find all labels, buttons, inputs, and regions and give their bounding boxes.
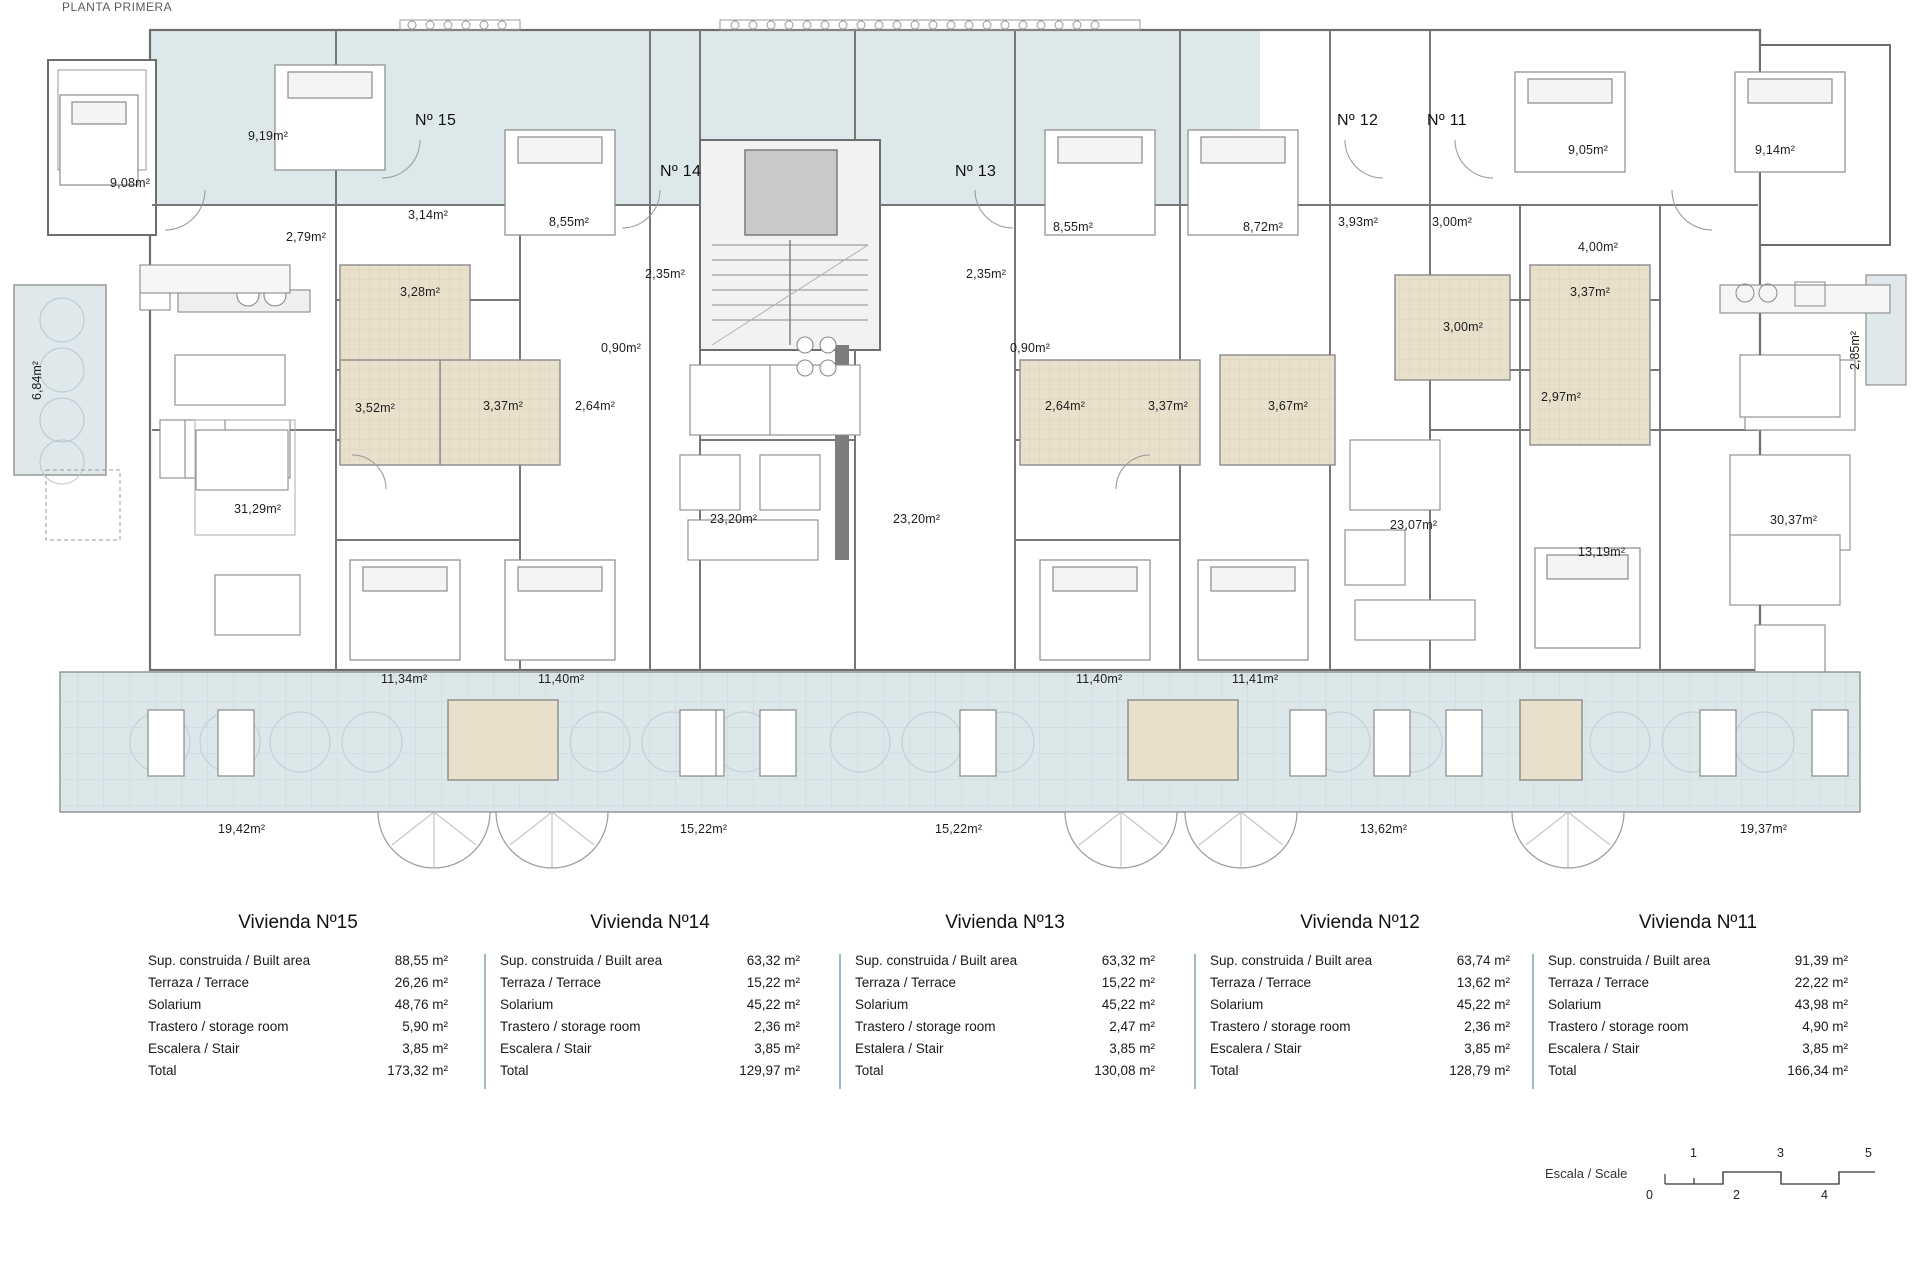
scale-tick-bottom: 2 — [1733, 1188, 1740, 1202]
legend-key: Sup. construida / Built area — [500, 953, 663, 968]
room-area-label: 11,40m² — [1076, 672, 1123, 686]
legend-row — [855, 1038, 1155, 1060]
room-area-label: 3,37m² — [1570, 285, 1611, 299]
legend-value: 5,90 m² — [402, 1019, 448, 1034]
room-area-label: 13,19m² — [1578, 545, 1626, 559]
legend-divider — [1532, 954, 1534, 1089]
legend-key: Solarium — [500, 997, 554, 1012]
room-area-label: 0,90m² — [601, 341, 642, 355]
legend-row — [500, 994, 800, 1016]
unit-schedule-legend — [0, 900, 1920, 1150]
legend-value: 129,97 m² — [739, 1063, 800, 1078]
room-area-label: 9,08m² — [110, 176, 151, 190]
legend-key: Trastero / storage room — [1210, 1019, 1351, 1034]
unit-tag: Nº 11 — [1427, 112, 1467, 129]
legend-key: Total — [500, 1063, 529, 1078]
room-area-label: 30,37m² — [1770, 513, 1818, 527]
terrace-area-label: 15,22m² — [680, 822, 728, 836]
room-area-label: 8,55m² — [549, 215, 590, 229]
legend-value: 2,36 m² — [754, 1019, 800, 1034]
legend-key: Solarium — [855, 997, 909, 1012]
legend-row — [148, 1038, 448, 1060]
room-area-label: 3,00m² — [1432, 215, 1473, 229]
unit-tag: Nº 14 — [660, 163, 702, 180]
scale-tick-bottom: 0 — [1646, 1188, 1653, 1202]
legend-row — [1548, 972, 1848, 994]
legend-row — [1548, 950, 1848, 972]
legend-value: 22,22 m² — [1794, 975, 1848, 990]
unit-tag: Nº 13 — [955, 163, 997, 180]
legend-row — [1210, 950, 1510, 972]
room-area-label: 11,34m² — [381, 672, 428, 686]
terrace-area-label: 19,37m² — [1740, 822, 1788, 836]
room-area-label-vertical: 2,85m² — [1848, 331, 1862, 370]
scale-label: Escala / Scale — [1545, 1166, 1628, 1181]
legend-row — [500, 972, 800, 994]
legend-value: 3,85 m² — [1464, 1041, 1510, 1056]
scale-tick-bottom: 4 — [1821, 1188, 1828, 1202]
legend-value: 2,47 m² — [1109, 1019, 1155, 1034]
legend-key: Sup. construida / Built area — [1548, 953, 1711, 968]
legend-key: Trastero / storage room — [1548, 1019, 1689, 1034]
legend-row — [1210, 1016, 1510, 1038]
legend-value: 63,74 m² — [1456, 953, 1510, 968]
legend-value: 43,98 m² — [1794, 997, 1848, 1012]
legend-title: Vivienda Nº13 — [945, 912, 1065, 933]
room-area-label: 9,19m² — [248, 129, 289, 143]
legend-key: Solarium — [1210, 997, 1264, 1012]
legend-value: 3,85 m² — [402, 1041, 448, 1056]
legend-title: Vivienda Nº12 — [1300, 912, 1420, 933]
room-area-label: 3,67m² — [1268, 399, 1309, 413]
room-area-label: 3,14m² — [408, 208, 449, 222]
legend-row — [148, 972, 448, 994]
legend-value: 3,85 m² — [1109, 1041, 1155, 1056]
legend-title: Vivienda Nº15 — [238, 912, 358, 933]
legend-row-total — [1210, 1060, 1510, 1082]
room-area-label: 2,64m² — [1045, 399, 1086, 413]
legend-row — [1210, 972, 1510, 994]
legend-key: Trastero / storage room — [148, 1019, 289, 1034]
room-area-label: 0,90m² — [1010, 341, 1051, 355]
legend-key: Sup. construida / Built area — [855, 953, 1018, 968]
legend-key: Terraza / Terrace — [500, 975, 602, 990]
legend-value: 45,22 m² — [1456, 997, 1510, 1012]
legend-key: Trastero / storage room — [500, 1019, 641, 1034]
legend-title: Vivienda Nº14 — [590, 912, 710, 933]
room-area-label: 3,93m² — [1338, 215, 1379, 229]
room-area-label: 31,29m² — [234, 502, 282, 516]
plan-top-note: PLANTA PRIMERA — [62, 0, 173, 14]
legend-column-vivienda-13 — [855, 912, 1155, 1082]
legend-row-total — [1548, 1060, 1848, 1082]
legend-key: Estalera / Stair — [855, 1041, 944, 1056]
legend-row — [1210, 994, 1510, 1016]
legend-title: Vivienda Nº11 — [1638, 912, 1758, 933]
legend-value: 63,32 m² — [1101, 953, 1155, 968]
legend-row — [148, 1016, 448, 1038]
terrace-area-label: 15,22m² — [935, 822, 983, 836]
legend-key: Escalera / Stair — [148, 1041, 240, 1056]
room-area-label: 3,37m² — [483, 399, 524, 413]
legend-key: Total — [1210, 1063, 1239, 1078]
legend-key: Trastero / storage room — [855, 1019, 996, 1034]
room-area-label: 2,35m² — [966, 267, 1007, 281]
legend-row — [500, 1016, 800, 1038]
legend-row — [855, 972, 1155, 994]
legend-divider — [1194, 954, 1196, 1089]
legend-value: 88,55 m² — [394, 953, 448, 968]
legend-divider — [839, 954, 841, 1089]
legend-value: 45,22 m² — [1101, 997, 1155, 1012]
legend-value: 3,85 m² — [1802, 1041, 1848, 1056]
legend-row-total — [500, 1060, 800, 1082]
legend-key: Escalera / Stair — [1548, 1041, 1640, 1056]
legend-key: Escalera / Stair — [500, 1041, 592, 1056]
legend-key: Terraza / Terrace — [1548, 975, 1650, 990]
room-area-label: 3,00m² — [1443, 320, 1484, 334]
room-area-label: 4,00m² — [1578, 240, 1619, 254]
scale-tick-top: 1 — [1690, 1146, 1697, 1160]
room-area-label: 9,14m² — [1755, 143, 1796, 157]
room-area-label-vertical: 6,84m² — [30, 361, 44, 400]
legend-key: Solarium — [148, 997, 202, 1012]
unit-tag: Nº 15 — [415, 112, 457, 129]
legend-key: Total — [1548, 1063, 1577, 1078]
legend-row-total — [148, 1060, 448, 1082]
terrace-area-label: 19,42m² — [218, 822, 266, 836]
legend-row — [855, 994, 1155, 1016]
legend-key: Escalera / Stair — [1210, 1041, 1302, 1056]
legend-value: 13,62 m² — [1456, 975, 1510, 990]
room-area-label: 2,35m² — [645, 267, 686, 281]
legend-row — [1548, 1016, 1848, 1038]
legend-row — [1548, 1038, 1848, 1060]
legend-column-vivienda-11 — [1548, 912, 1848, 1082]
scale-tick-top: 5 — [1865, 1146, 1872, 1160]
legend-row — [148, 994, 448, 1016]
legend-row — [148, 950, 448, 972]
room-area-label: 3,28m² — [400, 285, 441, 299]
legend-row — [855, 950, 1155, 972]
room-area-label: 23,07m² — [1390, 518, 1438, 532]
legend-column-vivienda-12 — [1210, 912, 1510, 1082]
legend-value: 15,22 m² — [746, 975, 800, 990]
room-area-label: 2,64m² — [575, 399, 616, 413]
legend-row — [500, 950, 800, 972]
legend-row — [855, 1016, 1155, 1038]
legend-key: Solarium — [1548, 997, 1602, 1012]
legend-key: Sup. construida / Built area — [1210, 953, 1373, 968]
legend-value: 91,39 m² — [1794, 953, 1848, 968]
legend-value: 3,85 m² — [754, 1041, 800, 1056]
legend-key: Terraza / Terrace — [855, 975, 957, 990]
legend-value: 166,34 m² — [1787, 1063, 1848, 1078]
room-area-label: 2,79m² — [286, 230, 327, 244]
room-area-label: 23,20m² — [710, 512, 758, 526]
room-area-label: 3,52m² — [355, 401, 396, 415]
legend-divider — [484, 954, 486, 1089]
legend-value: 173,32 m² — [387, 1063, 448, 1078]
legend-key: Terraza / Terrace — [148, 975, 250, 990]
legend-value: 4,90 m² — [1802, 1019, 1848, 1034]
legend-value: 45,22 m² — [746, 997, 800, 1012]
legend-value: 130,08 m² — [1094, 1063, 1155, 1078]
legend-value: 128,79 m² — [1449, 1063, 1510, 1078]
legend-column-vivienda-14 — [500, 912, 800, 1082]
room-area-label: 23,20m² — [893, 512, 941, 526]
scale-tick-top: 3 — [1777, 1146, 1784, 1160]
terrace-area-label: 13,62m² — [1360, 822, 1408, 836]
scale-bar — [1545, 1140, 1875, 1210]
legend-row — [1210, 1038, 1510, 1060]
room-area-label: 8,55m² — [1053, 220, 1094, 234]
room-area-label: 11,40m² — [538, 672, 585, 686]
legend-key: Sup. construida / Built area — [148, 953, 311, 968]
room-area-label: 11,41m² — [1232, 672, 1279, 686]
unit-tag: Nº 12 — [1337, 112, 1379, 129]
legend-value: 2,36 m² — [1464, 1019, 1510, 1034]
room-area-label: 8,72m² — [1243, 220, 1284, 234]
legend-row — [1548, 994, 1848, 1016]
legend-row — [500, 1038, 800, 1060]
room-area-label: 2,97m² — [1541, 390, 1582, 404]
room-area-label: 9,05m² — [1568, 143, 1609, 157]
legend-column-vivienda-15 — [148, 912, 448, 1082]
room-area-label: 3,37m² — [1148, 399, 1189, 413]
legend-value: 48,76 m² — [394, 997, 448, 1012]
legend-value: 26,26 m² — [394, 975, 448, 990]
legend-value: 63,32 m² — [746, 953, 800, 968]
legend-key: Total — [148, 1063, 177, 1078]
legend-row-total — [855, 1060, 1155, 1082]
legend-key: Total — [855, 1063, 884, 1078]
legend-value: 15,22 m² — [1101, 975, 1155, 990]
legend-key: Terraza / Terrace — [1210, 975, 1312, 990]
